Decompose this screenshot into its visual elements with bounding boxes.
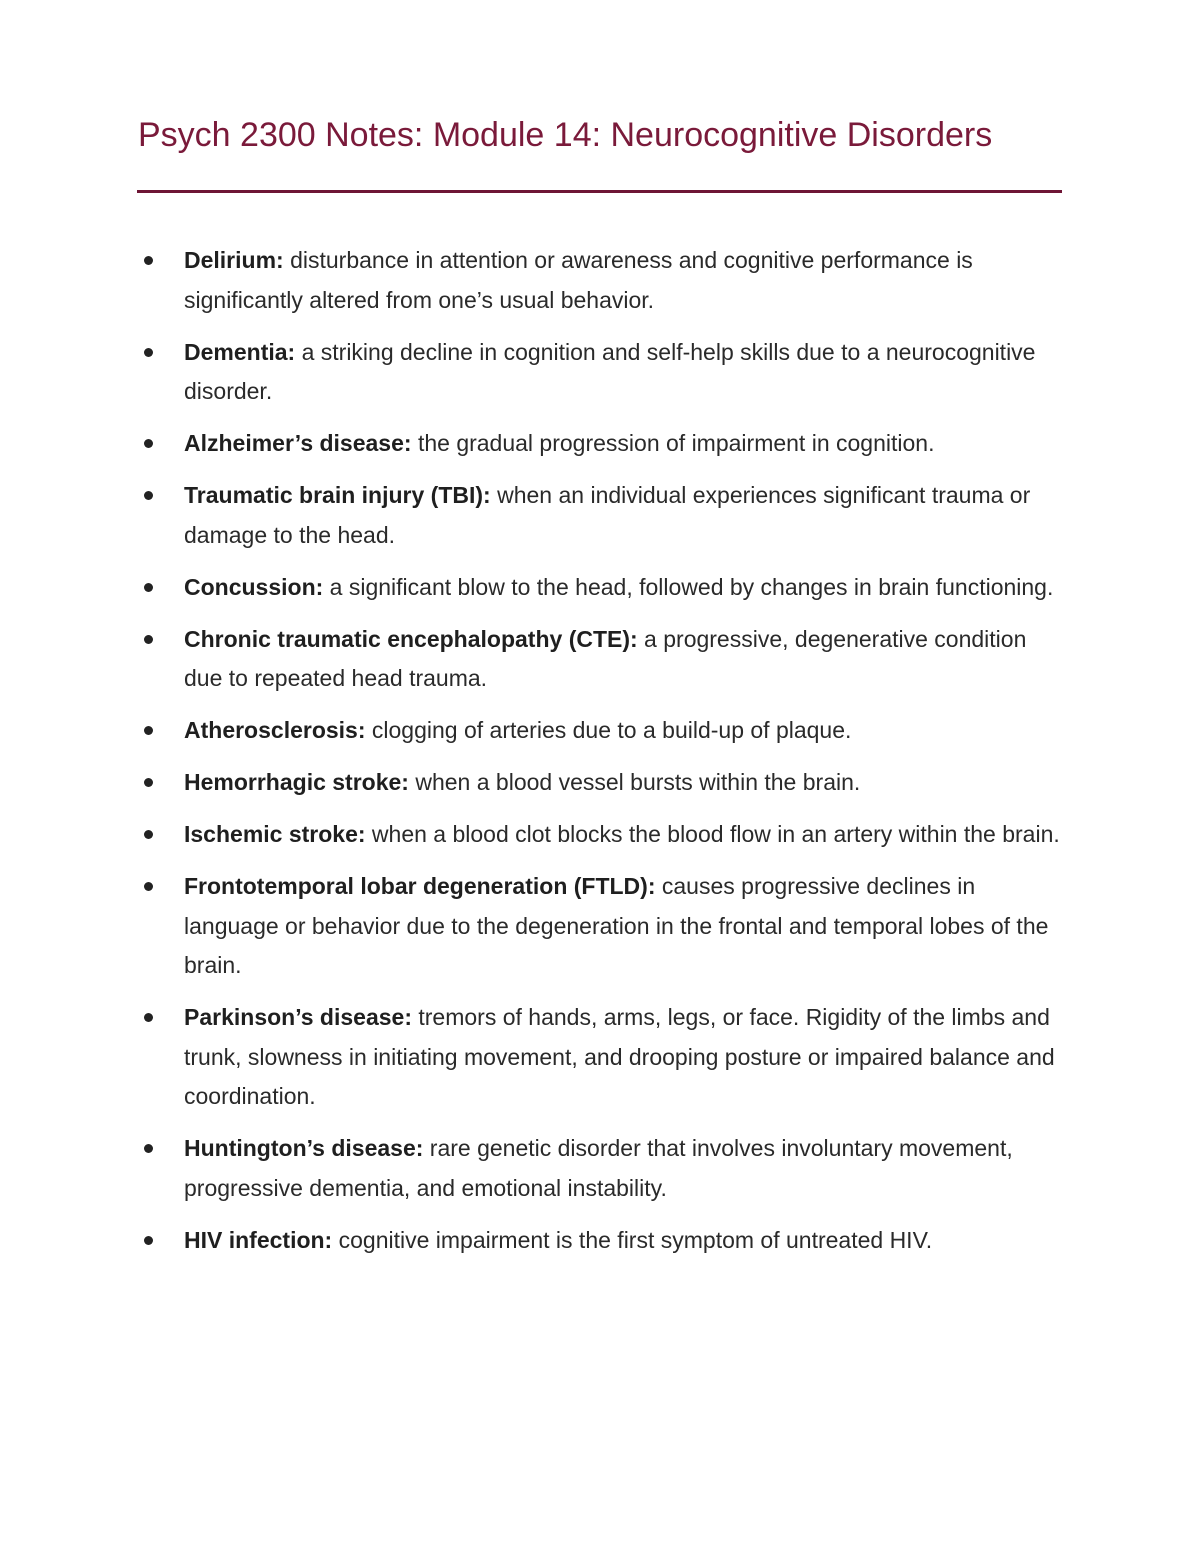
list-item [138,763,1063,803]
bullet-icon [144,726,153,735]
term-definition: disturbance in attention or awareness and cognitive performance is significantly altered from one’s usual behavior. [184,247,973,313]
term-definition: a striking decline in cognition and self-help skills due to a neurocognitive disorder. [184,338,1036,404]
bullet-icon [144,256,153,265]
bullet-icon [144,778,153,787]
term-label: HIV infection: [184,1226,333,1253]
bullet-icon [144,882,153,891]
list-item [138,620,1063,699]
term-label: Hemorrhagic stroke: [184,769,409,795]
term-label: Chronic traumatic encephalopathy (CTE): [184,625,638,652]
term-definition: the gradual progression of impairment in cognition. [411,430,935,456]
list-item [138,241,1063,320]
term-label: Huntington’s disease: [184,1135,424,1161]
term-definition: when an individual experiences significant trauma or damage to the head. [184,482,1031,548]
list-item [138,333,1063,412]
term-definition: tremors of hands, arms, legs, or face. Rigidity of the limbs and trunk, slowness in initiating movement, and drooping posture or impaired balance and coordination. [184,1004,1055,1109]
term-definition: when a blood vessel bursts within the brain. [408,769,861,795]
list-item [138,1221,1063,1261]
list-item [138,424,1063,464]
term-label: Concussion: [184,573,324,600]
bullet-icon [144,583,153,592]
list-item [138,815,1063,855]
bullet-icon [144,439,153,448]
term-label: Delirium: [184,247,284,273]
bullet-icon [144,1013,153,1022]
definition-list [138,241,1063,1273]
page-title: Psych 2300 Notes: Module 14: Neurocognitive Disorders [138,116,993,154]
list-item [138,711,1063,751]
list-item [138,476,1063,555]
term-label: Dementia: [184,338,296,365]
list-item [138,1129,1063,1208]
bullet-icon [144,348,153,357]
term-definition: clogging of arteries due to a build-up of plaque. [365,717,852,743]
title-divider [137,190,1062,193]
bullet-icon [144,1236,153,1245]
list-item [138,568,1063,608]
term-definition: when a blood clot blocks the blood flow in an artery within the brain. [365,821,1060,847]
term-definition: cognitive impairment is the first symptom of untreated HIV. [332,1226,933,1253]
list-item [138,998,1063,1117]
term-label: Traumatic brain injury (TBI): [184,482,491,508]
term-definition: rare genetic disorder that involves involuntary movement, progressive dementia, and emotional instability. [184,1135,1013,1201]
term-label: Alzheimer’s disease: [184,430,412,456]
term-definition: causes progressive declines in language or behavior due to the degeneration in the frontal and temporal lobes of the brain. [184,873,1049,978]
term-label: Atherosclerosis: [184,717,366,743]
bullet-icon [144,1144,153,1153]
term-label: Ischemic stroke: [184,821,366,847]
list-item [138,867,1063,986]
bullet-icon [144,491,153,500]
term-label: Frontotemporal lobar degeneration (FTLD): [184,873,656,899]
term-label: Parkinson’s disease: [184,1004,412,1030]
bullet-icon [144,830,153,839]
term-definition: a significant blow to the head, followed by changes in brain functioning. [323,573,1054,600]
term-definition: a progressive, degenerative condition due to repeated head trauma. [184,625,1027,691]
bullet-icon [144,635,153,644]
